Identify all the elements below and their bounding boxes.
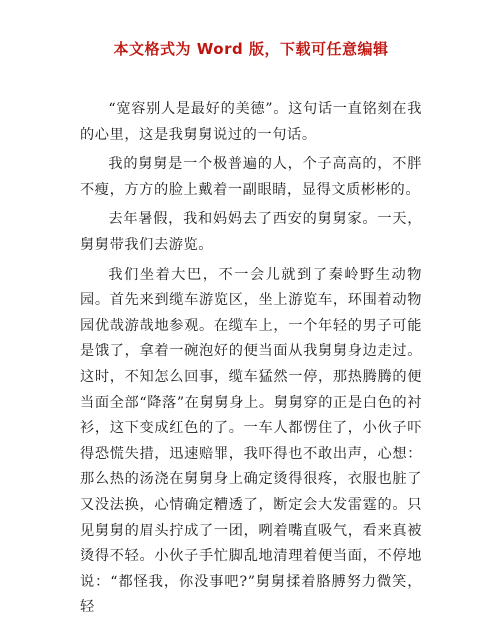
- paragraph-1: “宽容别人是最好的美德”。这句话一直铭刻在我的心里，这是我舅舅说过的一句话。: [80, 101, 422, 143]
- paragraph-2: 我的舅舅是一个极普遍的人，个子高高的，不胖不瘦，方方的脸上戴着一副眼睛，显得文质彬彬的。: [80, 156, 422, 198]
- paragraph-3: 去年暑假，我和妈妈去了西安的舅舅家。一天，舅舅带我们去游览。: [80, 211, 422, 253]
- document-body: [80, 97, 422, 621]
- document-banner: 本文格式为 Word 版，下载可任意编辑: [113, 40, 389, 58]
- paragraph-4: 我们坐着大巴，不一会儿就到了秦岭野生动物园。首先来到缆车游览区，坐上游览车，环围着动物园优哉游哉地参观。在缆车上，一个年轻的男子可能是饿了，拿着一碗泡好的便当面从我舅舅身边走过。这时，不知怎么回事，缆车猛然一停，那热腾腾的便当面全部“降落”在舅舅身上。舅舅穿的正是白色的衬衫，这下变成红色的了。一车人都愣住了，小伙子吓得恐慌失措，迅速赔罪，我吓得也不敢出声，心想：那么热的汤浇在舅舅身上确定烫得很疼，衣服也脏了又没法换，心情确定糟透了，断定会大发雷霆的。只见舅舅的眉头拧成了一团，咧着嘴直吸气，看来真被烫得不轻。小伙子手忙脚乱地清理着便当面，不停地说：“都怪我，你没事吧?”舅舅揉着胳膊努力微笑，轻: [80, 266, 422, 616]
